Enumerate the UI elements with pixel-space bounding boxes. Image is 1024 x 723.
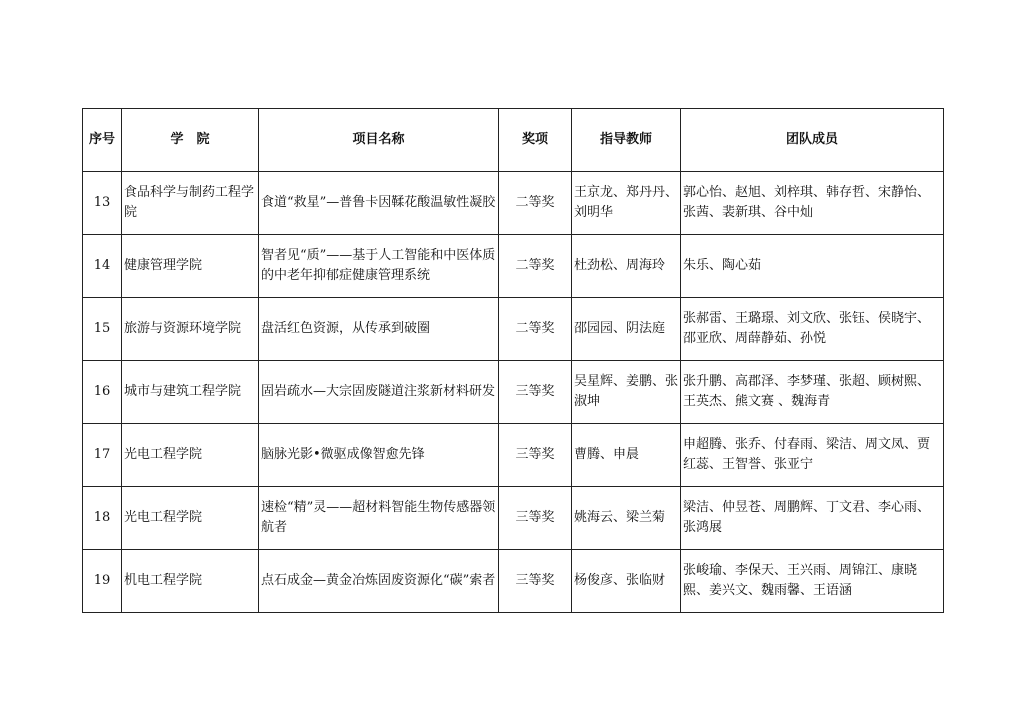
cell-college: 城市与建筑工程学院 xyxy=(122,361,259,424)
table-row xyxy=(83,235,944,298)
table-row xyxy=(83,172,944,235)
cell-seq: 19 xyxy=(83,550,122,613)
cell-award: 三等奖 xyxy=(499,361,572,424)
cell-college: 机电工程学院 xyxy=(122,550,259,613)
cell-project: 固岩疏水—大宗固废隧道注浆新材料研发 xyxy=(259,361,499,424)
header-advisor: 指导教师 xyxy=(572,109,681,172)
cell-award: 三等奖 xyxy=(499,550,572,613)
cell-project: 点石成金—黄金冶炼固废资源化“碳”索者 xyxy=(259,550,499,613)
header-college: 学 院 xyxy=(122,109,259,172)
cell-seq: 13 xyxy=(83,172,122,235)
header-project: 项目名称 xyxy=(259,109,499,172)
cell-team: 张郝雷、王璐璟、刘文欣、张钰、侯晓宇、邵亚欣、周薛静茹、孙悦 xyxy=(681,298,944,361)
cell-advisor: 杜劲松、周海玲 xyxy=(572,235,681,298)
cell-team: 梁洁、仲昱苍、周鹏辉、丁文君、李心雨、张鸿展 xyxy=(681,487,944,550)
cell-college: 光电工程学院 xyxy=(122,487,259,550)
cell-advisor: 邵园园、阴法庭 xyxy=(572,298,681,361)
cell-award: 三等奖 xyxy=(499,424,572,487)
cell-college: 旅游与资源环境学院 xyxy=(122,298,259,361)
awards-table xyxy=(82,108,944,613)
cell-award: 二等奖 xyxy=(499,235,572,298)
cell-seq: 14 xyxy=(83,235,122,298)
cell-seq: 17 xyxy=(83,424,122,487)
cell-project: 食道“救星”—普鲁卡因鞣花酸温敏性凝胶 xyxy=(259,172,499,235)
cell-project: 速检“精”灵——超材料智能生物传感器领航者 xyxy=(259,487,499,550)
cell-team: 张峻瑜、李保天、王兴雨、周锦江、康晓熙、姜兴文、魏雨馨、王语涵 xyxy=(681,550,944,613)
cell-team: 张升鹏、高郡泽、李梦瑾、张超、顾树熙、王英杰、熊文赛 、魏海青 xyxy=(681,361,944,424)
cell-college: 健康管理学院 xyxy=(122,235,259,298)
cell-award: 二等奖 xyxy=(499,172,572,235)
table-row xyxy=(83,424,944,487)
table-header-row xyxy=(83,109,944,172)
cell-project: 智者见“质”——基于人工智能和中医体质的中老年抑郁症健康管理系统 xyxy=(259,235,499,298)
cell-seq: 16 xyxy=(83,361,122,424)
header-seq: 序号 xyxy=(83,109,122,172)
cell-advisor: 吴星辉、姜鹏、张淑坤 xyxy=(572,361,681,424)
cell-college: 光电工程学院 xyxy=(122,424,259,487)
cell-project: 盘活红色资源，从传承到破圈 xyxy=(259,298,499,361)
table-row xyxy=(83,361,944,424)
cell-team: 郭心怡、赵旭、刘梓琪、韩存哲、宋静怡、张茜、裴新琪、谷中灿 xyxy=(681,172,944,235)
table-row xyxy=(83,298,944,361)
cell-seq: 15 xyxy=(83,298,122,361)
header-team: 团队成员 xyxy=(681,109,944,172)
cell-advisor: 姚海云、梁兰菊 xyxy=(572,487,681,550)
cell-advisor: 曹腾、申晨 xyxy=(572,424,681,487)
cell-award: 三等奖 xyxy=(499,487,572,550)
table-row xyxy=(83,550,944,613)
cell-team: 朱乐、陶心茹 xyxy=(681,235,944,298)
cell-seq: 18 xyxy=(83,487,122,550)
header-award: 奖项 xyxy=(499,109,572,172)
cell-award: 二等奖 xyxy=(499,298,572,361)
cell-advisor: 杨俊彦、张临财 xyxy=(572,550,681,613)
cell-team: 申超腾、张乔、付春雨、梁洁、周文凤、贾红蕊、王智誉、张亚宁 xyxy=(681,424,944,487)
cell-college: 食品科学与制药工程学院 xyxy=(122,172,259,235)
table-row xyxy=(83,487,944,550)
cell-project: 脑脉光影•微驱成像智愈先锋 xyxy=(259,424,499,487)
cell-advisor: 王京龙、郑丹丹、刘明华 xyxy=(572,172,681,235)
